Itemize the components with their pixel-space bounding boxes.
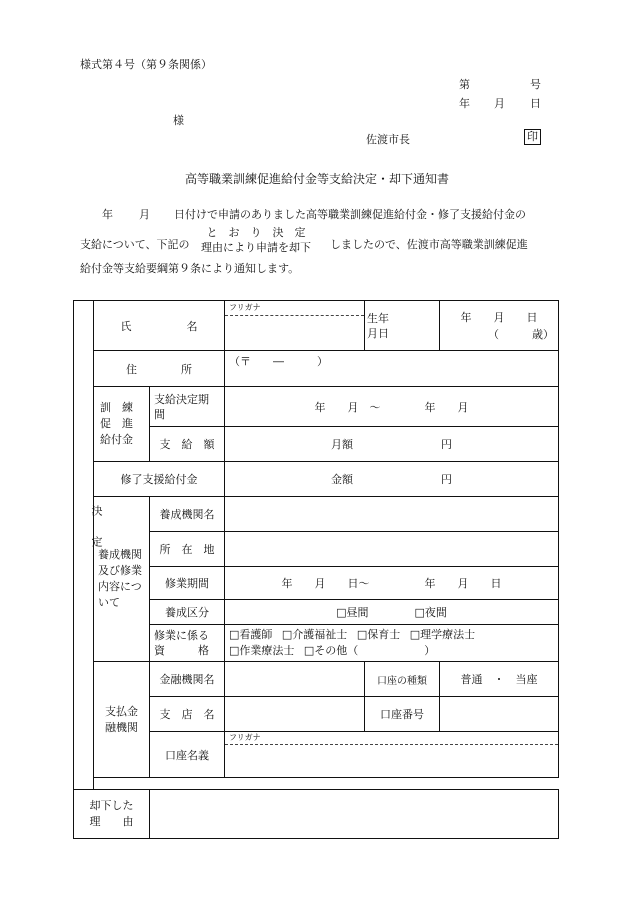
birth-age: （ 歳） [488,327,554,341]
name-furigana: フリガナ [225,301,364,316]
gaku-value[interactable]: 月額 円 [225,427,559,462]
koza-meigi-furigana: フリガナ [225,732,558,745]
seal-mark: 印 [524,129,541,145]
kikan-value[interactable]: 年 月 ～ 年 月 [225,387,559,427]
birth-date: 年 月 日 [460,310,538,324]
shiten-mei-label: 支 店 名 [150,697,225,732]
body-month: 月 [139,208,150,221]
decision-options [196,225,316,255]
yosei-kikan-mei-value[interactable] [225,497,559,532]
shozaichi-label: 所 在 地 [150,532,225,567]
body-year: 年 [102,208,113,221]
option-kyakka: 理由により申請を却下 [201,241,311,254]
shikaku-kaigo[interactable]: □介護福祉士 [281,628,348,641]
birthdate-label-cell [365,301,440,351]
shimei-label: 氏 名 [94,301,225,351]
doc-number-go: 号 [530,78,541,91]
shiten-mei-value[interactable] [225,697,365,732]
addressee-sama: 様 [173,114,184,127]
issuer-name: 佐渡市長 [366,133,410,146]
document-title: 高等職業訓練促進給付金等支給決定・却下通知書 [185,172,450,186]
yosei-kubun-label: 養成区分 [150,600,225,625]
shugyo-kikan-label: 修業期間 [150,567,225,600]
shuryo-label: 修了支援給付金 [94,462,225,497]
date-year: 年 [459,97,470,110]
address-cell[interactable] [225,351,559,387]
gaku-label: 支 給 額 [150,427,225,462]
kettei-label-cell [74,301,103,790]
kikan-label: 支給決定期 間 [150,387,225,427]
shikaku-sagyo[interactable]: □作業療法士 [229,644,295,657]
shuryo-value[interactable]: 金額 円 [225,462,559,497]
koza-bango-label: 口座番号 [365,697,440,732]
shikaku-sonota[interactable]: □その他（ ） [303,644,436,657]
kinyu-kikan-mei-label: 金融機関名 [150,662,225,697]
yosei-label: 養成機関及び修業内容について [94,497,150,662]
kyakka-riyu-value[interactable] [150,790,559,839]
kunren-kyufukin-label: 訓 練促 進給付金 [94,387,150,462]
postal-code: （〒 ― ） [229,355,328,368]
yosei-kikan-mei-label: 養成機関名 [150,497,225,532]
yosei-kubun-value[interactable] [225,600,559,625]
shikaku-kangoshi[interactable]: □看護師 [229,628,273,641]
shikaku-label: 修業に係る資 格 [150,625,225,662]
shikaku-rigaku[interactable]: □理学療法士 [409,628,476,641]
jusho-label: 住 所 [94,351,225,387]
koza-bango-value[interactable] [440,697,559,732]
koza-meigi-label: 口座名義 [150,732,225,778]
shozaichi-value[interactable] [225,532,559,567]
body-line2-post: しましたので、佐渡市高等職業訓練促進 [330,238,528,251]
koza-shurui-value[interactable]: 普通 ・ 当座 [440,662,559,697]
name-cell[interactable] [225,301,365,351]
birthdate-value-cell[interactable] [440,301,559,351]
body-line3: 給付金等支給要綱第９条により通知します。 [80,262,300,275]
doc-number-dai: 第 [459,78,470,91]
kinyu-kikan-mei-value[interactable] [225,662,365,697]
option-kettei: と お り 決 定 [206,226,306,239]
kyakka-riyu-label: 却下した理 由 [74,790,150,839]
seinengappi-label: 生年月日 [367,311,389,340]
shikaku-hoikushi[interactable]: □保育士 [356,628,401,641]
body-line1: 日付けで申請のありました高等職業訓練促進給付金・修了支援給付金の [174,208,526,221]
kubun-yakan-checkbox[interactable]: □夜間 [414,606,447,619]
body-line2-pre: 支給について、下記の [80,238,190,251]
shugyo-kikan-value[interactable]: 年 月 日～ 年 月 日 [225,567,559,600]
koza-shurui-label: 口座の種類 [365,662,440,697]
form-number-label: 様式第４号（第９条関係） [80,58,212,71]
shiharai-label: 支払金融機関 [94,662,150,778]
date-day: 日 [530,97,541,110]
kettei-label: 決定 [90,504,103,567]
decision-table [73,300,559,839]
shikaku-options [225,625,559,662]
date-month: 月 [494,97,505,110]
kubun-hiruma-checkbox[interactable]: □昼間 [336,606,369,619]
koza-meigi-value[interactable] [225,732,559,778]
